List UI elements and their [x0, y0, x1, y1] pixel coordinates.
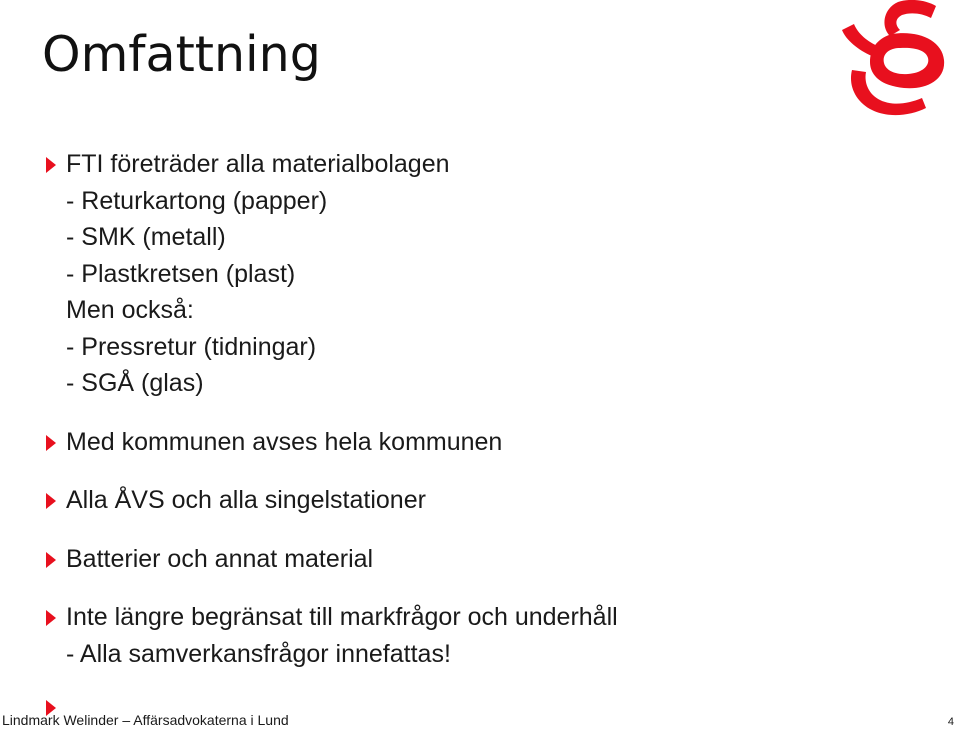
bullet-item-fti [40, 146, 920, 402]
bullet-arrow-icon [46, 493, 56, 509]
bullet-arrow-icon [46, 552, 56, 568]
page-number: 4 [947, 716, 954, 728]
bullet-line: - SGÅ (glas) [66, 369, 204, 397]
bullet-line: Men också: [66, 296, 194, 324]
bullet-line: Alla ÅVS och alla singelstationer [66, 486, 426, 514]
bullet-item-markfragor [40, 599, 920, 672]
bullet-line: - Pressretur (tidningar) [66, 332, 317, 361]
bullet-arrow-icon [46, 435, 56, 451]
bullet-arrow-icon [46, 610, 56, 626]
red-ampersand-logo-icon [838, 0, 950, 116]
bullet-line: Batterier och annat material [66, 544, 374, 573]
bullet-line: FTI företräder alla materialbolagen [66, 150, 450, 178]
bullet-item-avs [40, 482, 920, 519]
bullet-line: Med kommunen avses hela kommunen [66, 427, 503, 456]
bullet-line: - Plastkretsen (plast) [66, 259, 296, 288]
bullet-line: - Alla samverkansfrågor innefattas! [66, 639, 451, 668]
bullet-line: Inte längre begränsat till markfrågor och underhåll [66, 603, 618, 631]
bullet-line: - SMK (metall) [66, 223, 226, 251]
footer-text: Lindmark Welinder – Affärsadvokaterna i Lund [2, 712, 289, 728]
bullet-arrow-icon [46, 157, 56, 173]
bullet-line: - Returkartong (papper) [66, 186, 328, 215]
slide-title: Omfattning [42, 26, 321, 83]
bullet-item-batterier [40, 541, 920, 578]
bullet-list [40, 146, 920, 672]
bullet-item-kommunen [40, 424, 920, 461]
